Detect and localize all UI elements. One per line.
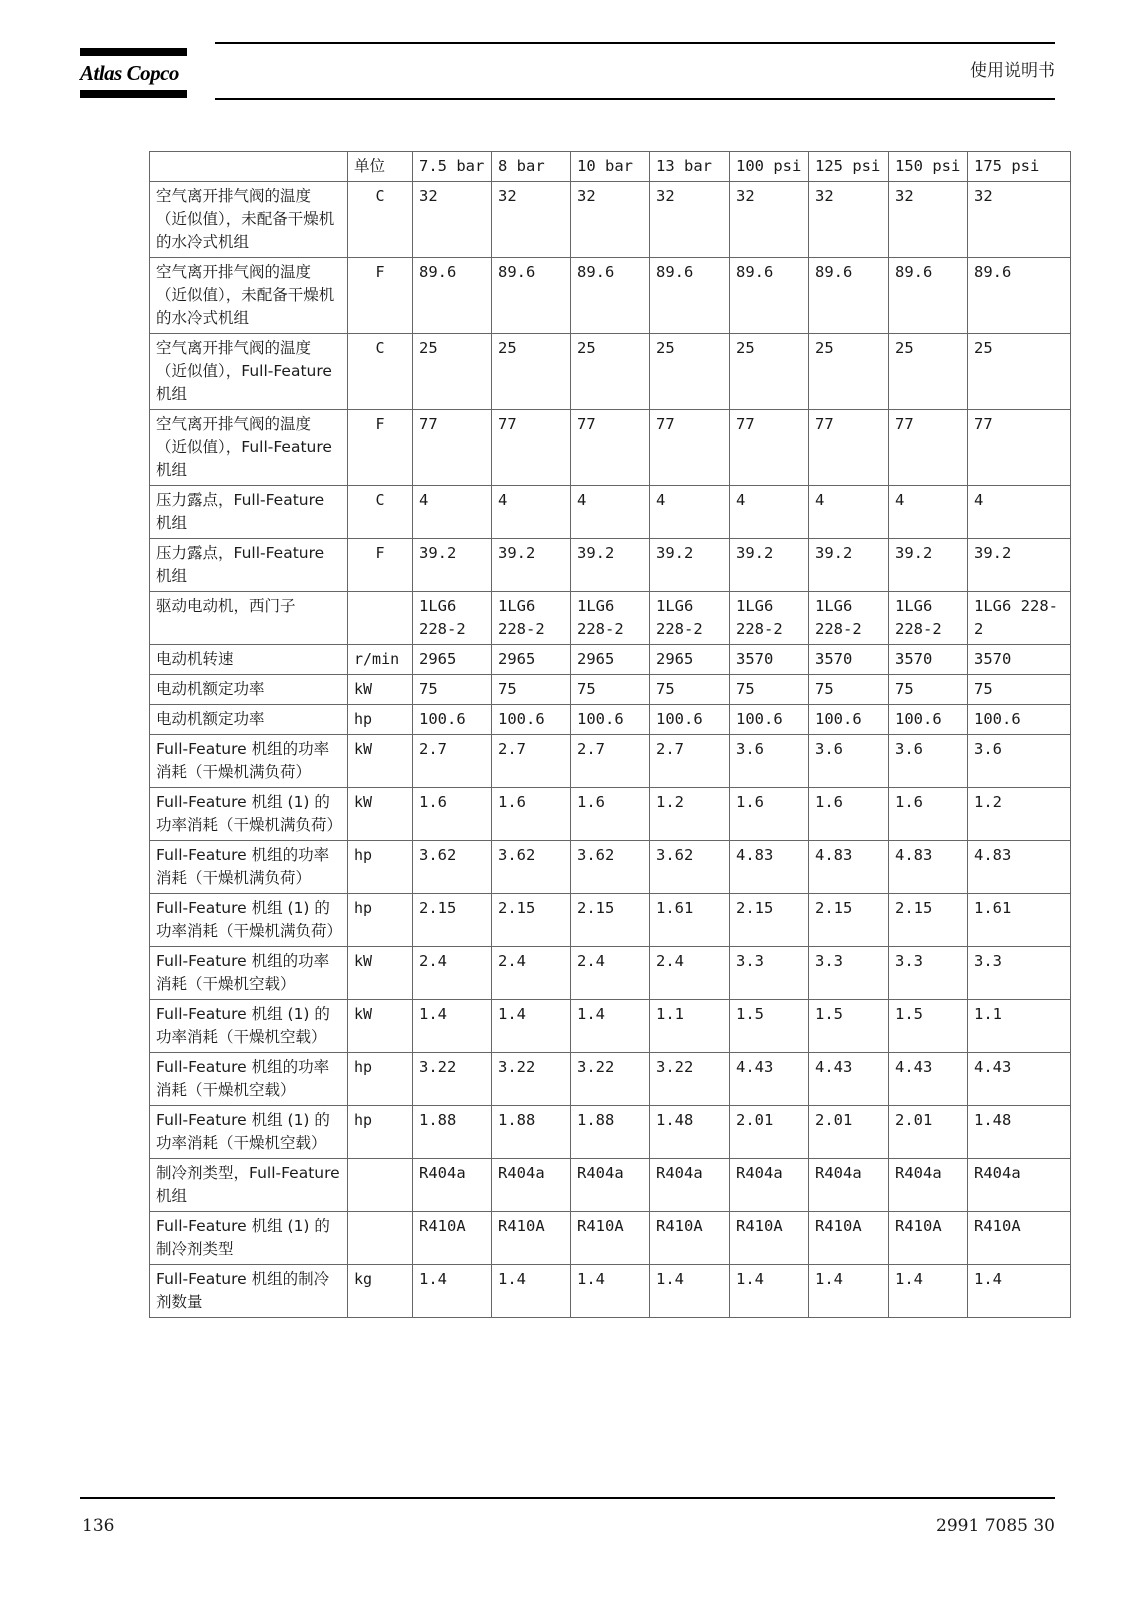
table-row xyxy=(150,539,1071,592)
value-cell: 1.1 xyxy=(968,1000,1071,1053)
table-row xyxy=(150,841,1071,894)
value-cell: 89.6 xyxy=(650,258,730,334)
row-description: 驱动电动机，西门子 xyxy=(150,592,348,645)
value-cell: R410A xyxy=(809,1212,889,1265)
row-description: 电动机转速 xyxy=(150,645,348,675)
value-cell: 3.62 xyxy=(413,841,492,894)
value-cell: 4.43 xyxy=(809,1053,889,1106)
row-description: 压力露点，Full-Feature 机组 xyxy=(150,539,348,592)
value-cell: 1.61 xyxy=(650,894,730,947)
value-cell: R410A xyxy=(730,1212,809,1265)
value-cell: 4 xyxy=(809,486,889,539)
header-cell-unit: 单位 xyxy=(348,152,413,182)
row-unit: hp xyxy=(348,894,413,947)
value-cell: R404a xyxy=(571,1159,650,1212)
value-cell: 89.6 xyxy=(571,258,650,334)
value-cell: 75 xyxy=(650,675,730,705)
page-number: 136 xyxy=(82,1516,115,1536)
value-cell: 1.4 xyxy=(809,1265,889,1318)
value-cell: 3570 xyxy=(730,645,809,675)
value-cell: R404a xyxy=(889,1159,968,1212)
header-cell-8bar: 8 bar xyxy=(492,152,571,182)
header-cell-desc xyxy=(150,152,348,182)
value-cell: 4.83 xyxy=(889,841,968,894)
value-cell: 1.4 xyxy=(492,1000,571,1053)
value-cell: 1LG6 228-2 xyxy=(492,592,571,645)
value-cell: 1LG6 228-2 xyxy=(968,592,1071,645)
value-cell: 3.6 xyxy=(889,735,968,788)
value-cell: 1.4 xyxy=(413,1265,492,1318)
value-cell: 3.22 xyxy=(492,1053,571,1106)
value-cell: 4 xyxy=(492,486,571,539)
row-description: Full-Feature 机组的制冷剂数量 xyxy=(150,1265,348,1318)
value-cell: 77 xyxy=(889,410,968,486)
value-cell: 1.4 xyxy=(571,1265,650,1318)
technical-data-table xyxy=(149,151,1071,1318)
value-cell: 77 xyxy=(968,410,1071,486)
value-cell: 2965 xyxy=(492,645,571,675)
value-cell: 3.22 xyxy=(571,1053,650,1106)
value-cell: 1.4 xyxy=(492,1265,571,1318)
value-cell: 2.7 xyxy=(650,735,730,788)
value-cell: 3570 xyxy=(968,645,1071,675)
header-cell-175psi: 175 psi xyxy=(968,152,1071,182)
value-cell: 1.88 xyxy=(571,1106,650,1159)
value-cell: 32 xyxy=(889,182,968,258)
value-cell: 25 xyxy=(413,334,492,410)
value-cell: 1.5 xyxy=(809,1000,889,1053)
header-cell-10bar: 10 bar xyxy=(571,152,650,182)
value-cell: 2.01 xyxy=(730,1106,809,1159)
value-cell: 100.6 xyxy=(889,705,968,735)
value-cell: 1.4 xyxy=(571,1000,650,1053)
value-cell: 77 xyxy=(809,410,889,486)
value-cell: 1.1 xyxy=(650,1000,730,1053)
value-cell: 32 xyxy=(571,182,650,258)
value-cell: 25 xyxy=(650,334,730,410)
value-cell: 77 xyxy=(730,410,809,486)
row-unit: kW xyxy=(348,735,413,788)
row-unit: r/min xyxy=(348,645,413,675)
row-unit: kg xyxy=(348,1265,413,1318)
value-cell: 1.48 xyxy=(968,1106,1071,1159)
value-cell: 1LG6 228-2 xyxy=(809,592,889,645)
table-row xyxy=(150,334,1071,410)
value-cell: 75 xyxy=(968,675,1071,705)
value-cell: 2965 xyxy=(413,645,492,675)
value-cell: 25 xyxy=(730,334,809,410)
table-row xyxy=(150,1212,1071,1265)
value-cell: 3.6 xyxy=(730,735,809,788)
value-cell: 32 xyxy=(492,182,571,258)
row-unit xyxy=(348,1212,413,1265)
value-cell: 39.2 xyxy=(413,539,492,592)
value-cell: R404a xyxy=(968,1159,1071,1212)
table-body xyxy=(150,182,1071,1318)
value-cell: 4 xyxy=(968,486,1071,539)
value-cell: 39.2 xyxy=(889,539,968,592)
table-row xyxy=(150,1265,1071,1318)
table-row xyxy=(150,182,1071,258)
row-description: Full-Feature 机组 (1) 的功率消耗（干燥机空载） xyxy=(150,1106,348,1159)
value-cell: 2.4 xyxy=(492,947,571,1000)
row-unit: F xyxy=(348,539,413,592)
value-cell: R410A xyxy=(413,1212,492,1265)
value-cell: 3.3 xyxy=(968,947,1071,1000)
value-cell: 1.6 xyxy=(730,788,809,841)
row-unit: F xyxy=(348,410,413,486)
value-cell: 1LG6 228-2 xyxy=(413,592,492,645)
row-unit: kW xyxy=(348,1000,413,1053)
row-unit: hp xyxy=(348,705,413,735)
row-description: 制冷剂类型，Full-Feature 机组 xyxy=(150,1159,348,1212)
value-cell: 4.43 xyxy=(730,1053,809,1106)
value-cell: 2.15 xyxy=(492,894,571,947)
value-cell: R404a xyxy=(492,1159,571,1212)
header-cell-125psi: 125 psi xyxy=(809,152,889,182)
row-description: 压力露点，Full-Feature 机组 xyxy=(150,486,348,539)
document-title: 使用说明书 xyxy=(970,61,1055,81)
value-cell: 32 xyxy=(809,182,889,258)
row-unit: hp xyxy=(348,841,413,894)
value-cell: 89.6 xyxy=(889,258,968,334)
value-cell: 1.2 xyxy=(968,788,1071,841)
logo-text: Atlas Copco xyxy=(80,61,179,85)
table-row xyxy=(150,894,1071,947)
row-description: 电动机额定功率 xyxy=(150,705,348,735)
value-cell: 39.2 xyxy=(650,539,730,592)
value-cell: 2.7 xyxy=(571,735,650,788)
value-cell: 77 xyxy=(571,410,650,486)
header-cell-150psi: 150 psi xyxy=(889,152,968,182)
value-cell: 75 xyxy=(809,675,889,705)
value-cell: 4.83 xyxy=(809,841,889,894)
value-cell: 2.4 xyxy=(571,947,650,1000)
value-cell: 2.15 xyxy=(730,894,809,947)
value-cell: 25 xyxy=(571,334,650,410)
value-cell: 25 xyxy=(889,334,968,410)
row-unit: C xyxy=(348,334,413,410)
row-unit: C xyxy=(348,182,413,258)
table-row xyxy=(150,735,1071,788)
row-description: Full-Feature 机组 (1) 的功率消耗（干燥机满负荷） xyxy=(150,894,348,947)
row-unit: kW xyxy=(348,947,413,1000)
value-cell: R410A xyxy=(571,1212,650,1265)
value-cell: 1.48 xyxy=(650,1106,730,1159)
value-cell: 32 xyxy=(968,182,1071,258)
table-row xyxy=(150,705,1071,735)
row-description: Full-Feature 机组的功率消耗（干燥机满负荷） xyxy=(150,841,348,894)
value-cell: 25 xyxy=(968,334,1071,410)
table-row xyxy=(150,947,1071,1000)
row-description: 电动机额定功率 xyxy=(150,675,348,705)
table-row xyxy=(150,410,1071,486)
value-cell: 3.22 xyxy=(650,1053,730,1106)
row-description: 空气离开排气阀的温度（近似值），Full-Feature 机组 xyxy=(150,334,348,410)
document-number: 2991 7085 30 xyxy=(936,1516,1055,1536)
value-cell: 25 xyxy=(809,334,889,410)
value-cell: R404a xyxy=(650,1159,730,1212)
value-cell: 1.4 xyxy=(413,1000,492,1053)
value-cell: 39.2 xyxy=(730,539,809,592)
table-row xyxy=(150,1159,1071,1212)
value-cell: 75 xyxy=(492,675,571,705)
value-cell: R410A xyxy=(889,1212,968,1265)
logo-bar-bottom xyxy=(80,90,187,98)
value-cell: R404a xyxy=(809,1159,889,1212)
row-description: 空气离开排气阀的温度（近似值），未配备干燥机的水冷式机组 xyxy=(150,182,348,258)
value-cell: 2.15 xyxy=(809,894,889,947)
value-cell: 1.6 xyxy=(889,788,968,841)
header-cell-100psi: 100 psi xyxy=(730,152,809,182)
value-cell: 4 xyxy=(650,486,730,539)
value-cell: 3.3 xyxy=(730,947,809,1000)
table-row xyxy=(150,592,1071,645)
row-unit: C xyxy=(348,486,413,539)
value-cell: 4.83 xyxy=(730,841,809,894)
value-cell: 77 xyxy=(413,410,492,486)
row-description: Full-Feature 机组 (1) 的制冷剂类型 xyxy=(150,1212,348,1265)
value-cell: 4 xyxy=(571,486,650,539)
value-cell: 77 xyxy=(650,410,730,486)
value-cell: 89.6 xyxy=(809,258,889,334)
row-unit: hp xyxy=(348,1106,413,1159)
value-cell: 3.62 xyxy=(650,841,730,894)
row-unit: kW xyxy=(348,675,413,705)
value-cell: 2.01 xyxy=(889,1106,968,1159)
row-unit xyxy=(348,1159,413,1212)
value-cell: 39.2 xyxy=(571,539,650,592)
value-cell: 1.2 xyxy=(650,788,730,841)
value-cell: 2.7 xyxy=(413,735,492,788)
value-cell: 1LG6 228-2 xyxy=(889,592,968,645)
value-cell: 3.62 xyxy=(571,841,650,894)
value-cell: 3.22 xyxy=(413,1053,492,1106)
value-cell: 2.15 xyxy=(889,894,968,947)
value-cell: 3.6 xyxy=(809,735,889,788)
table-row xyxy=(150,788,1071,841)
value-cell: 1.6 xyxy=(492,788,571,841)
row-description: Full-Feature 机组的功率消耗（干燥机满负荷） xyxy=(150,735,348,788)
table-header-row xyxy=(150,152,1071,182)
value-cell: 4.43 xyxy=(889,1053,968,1106)
value-cell: 1.6 xyxy=(413,788,492,841)
value-cell: 75 xyxy=(889,675,968,705)
value-cell: 3.3 xyxy=(809,947,889,1000)
value-cell: 1.6 xyxy=(809,788,889,841)
value-cell: R410A xyxy=(650,1212,730,1265)
header-rule-bottom xyxy=(215,98,1055,100)
value-cell: 39.2 xyxy=(492,539,571,592)
value-cell: 2.7 xyxy=(492,735,571,788)
value-cell: 39.2 xyxy=(968,539,1071,592)
value-cell: 1.88 xyxy=(413,1106,492,1159)
value-cell: 32 xyxy=(413,182,492,258)
value-cell: 89.6 xyxy=(730,258,809,334)
table-row xyxy=(150,1106,1071,1159)
value-cell: 1.5 xyxy=(730,1000,809,1053)
value-cell: R410A xyxy=(492,1212,571,1265)
value-cell: 39.2 xyxy=(809,539,889,592)
value-cell: 89.6 xyxy=(492,258,571,334)
row-description: Full-Feature 机组 (1) 的功率消耗（干燥机满负荷） xyxy=(150,788,348,841)
row-unit: F xyxy=(348,258,413,334)
row-description: 空气离开排气阀的温度（近似值），Full-Feature 机组 xyxy=(150,410,348,486)
value-cell: 100.6 xyxy=(968,705,1071,735)
value-cell: 2.4 xyxy=(650,947,730,1000)
atlas-copco-logo xyxy=(80,48,187,100)
value-cell: 1.6 xyxy=(571,788,650,841)
row-description: Full-Feature 机组的功率消耗（干燥机空载） xyxy=(150,1053,348,1106)
row-description: Full-Feature 机组的功率消耗（干燥机空载） xyxy=(150,947,348,1000)
value-cell: 100.6 xyxy=(492,705,571,735)
value-cell: 3570 xyxy=(809,645,889,675)
value-cell: 2965 xyxy=(571,645,650,675)
value-cell: 100.6 xyxy=(571,705,650,735)
table-row xyxy=(150,675,1071,705)
value-cell: 4 xyxy=(730,486,809,539)
value-cell: 1.4 xyxy=(730,1265,809,1318)
value-cell: 2.01 xyxy=(809,1106,889,1159)
value-cell: 75 xyxy=(413,675,492,705)
value-cell: 3.6 xyxy=(968,735,1071,788)
logo-bar-top xyxy=(80,48,187,56)
row-description: 空气离开排气阀的温度（近似值），未配备干燥机的水冷式机组 xyxy=(150,258,348,334)
row-description: Full-Feature 机组 (1) 的功率消耗（干燥机空载） xyxy=(150,1000,348,1053)
table-row xyxy=(150,486,1071,539)
value-cell: 4.43 xyxy=(968,1053,1071,1106)
value-cell: 32 xyxy=(650,182,730,258)
value-cell: 75 xyxy=(730,675,809,705)
value-cell: 89.6 xyxy=(413,258,492,334)
value-cell: 2965 xyxy=(650,645,730,675)
value-cell: 77 xyxy=(492,410,571,486)
value-cell: 100.6 xyxy=(413,705,492,735)
value-cell: 100.6 xyxy=(730,705,809,735)
value-cell: 4 xyxy=(413,486,492,539)
value-cell: R404a xyxy=(413,1159,492,1212)
value-cell: 100.6 xyxy=(809,705,889,735)
value-cell: R410A xyxy=(968,1212,1071,1265)
value-cell: 1.4 xyxy=(650,1265,730,1318)
row-unit: kW xyxy=(348,788,413,841)
value-cell: 32 xyxy=(730,182,809,258)
value-cell: 1.4 xyxy=(968,1265,1071,1318)
row-unit: hp xyxy=(348,1053,413,1106)
footer-rule xyxy=(80,1497,1055,1499)
value-cell: 2.15 xyxy=(571,894,650,947)
value-cell: 4.83 xyxy=(968,841,1071,894)
value-cell: 89.6 xyxy=(968,258,1071,334)
value-cell: 2.4 xyxy=(413,947,492,1000)
value-cell: 100.6 xyxy=(650,705,730,735)
value-cell: 25 xyxy=(492,334,571,410)
value-cell: 3.62 xyxy=(492,841,571,894)
table-row xyxy=(150,1000,1071,1053)
header-cell-13bar: 13 bar xyxy=(650,152,730,182)
value-cell: 2.15 xyxy=(413,894,492,947)
value-cell: 3.3 xyxy=(889,947,968,1000)
value-cell: 3570 xyxy=(889,645,968,675)
value-cell: R404a xyxy=(730,1159,809,1212)
header-cell-7.5bar: 7.5 bar xyxy=(413,152,492,182)
row-unit xyxy=(348,592,413,645)
value-cell: 1LG6 228-2 xyxy=(730,592,809,645)
value-cell: 1.4 xyxy=(889,1265,968,1318)
header-rule-top xyxy=(215,42,1055,44)
value-cell: 1LG6 228-2 xyxy=(571,592,650,645)
table-row xyxy=(150,645,1071,675)
value-cell: 1.5 xyxy=(889,1000,968,1053)
value-cell: 75 xyxy=(571,675,650,705)
table-row xyxy=(150,258,1071,334)
value-cell: 1.61 xyxy=(968,894,1071,947)
table-row xyxy=(150,1053,1071,1106)
value-cell: 4 xyxy=(889,486,968,539)
value-cell: 1LG6 228-2 xyxy=(650,592,730,645)
value-cell: 1.88 xyxy=(492,1106,571,1159)
